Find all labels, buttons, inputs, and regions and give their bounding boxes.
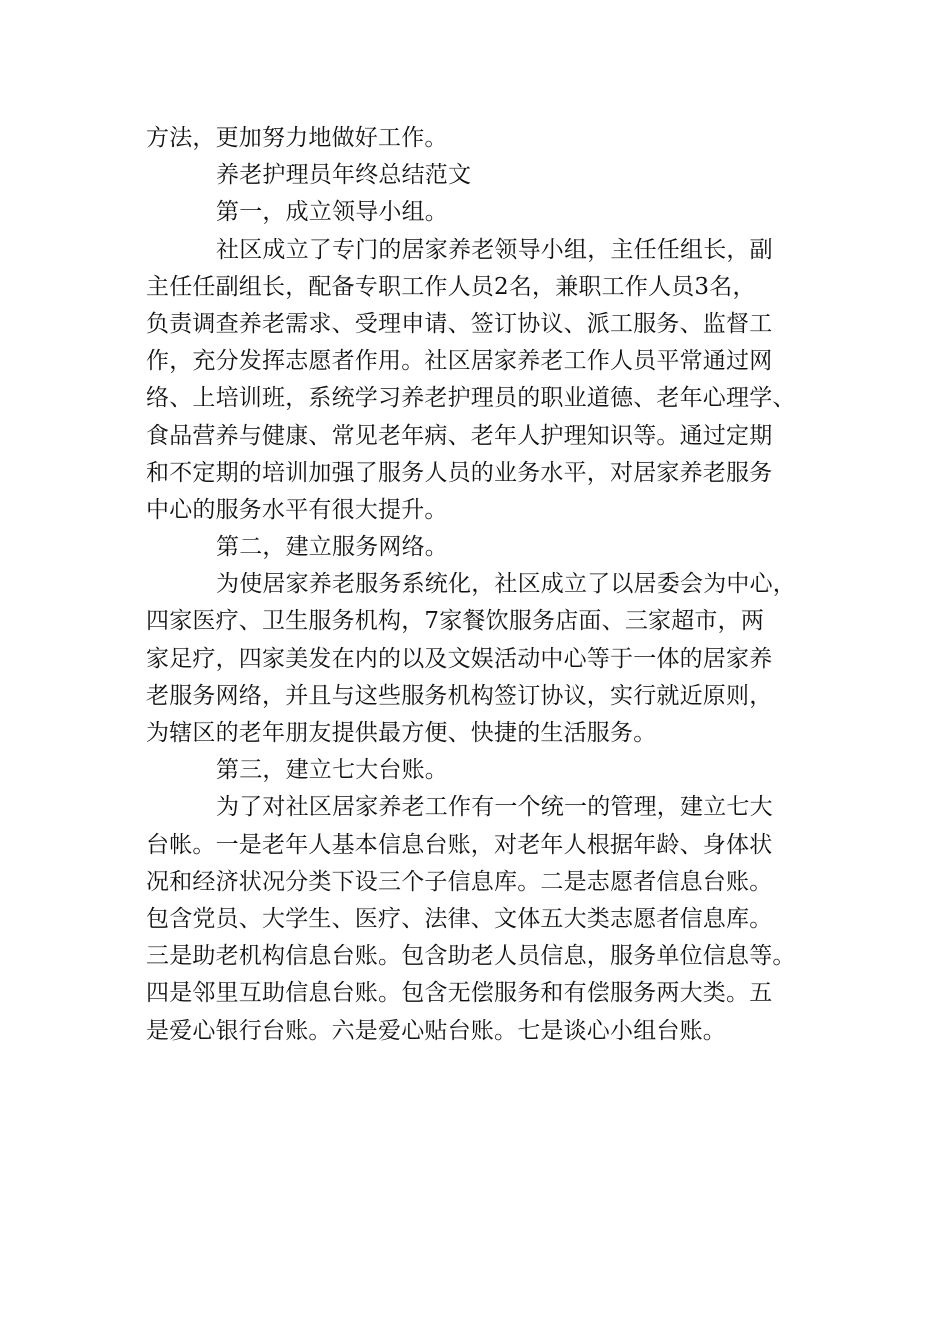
text-line: 第三，建立七大台账。	[216, 757, 448, 784]
text-line: 为辖区的老年朋友提供最方便、快捷的生活服务。	[146, 720, 657, 746]
text-line: 三是助老机构信息台账。包含助老人员信息，服务单位信息等。	[146, 943, 796, 970]
text-line: 老服务网络，并且与这些服务机构签订协议，实行就近原则，	[146, 682, 773, 709]
text-line: 社区成立了专门的居家养老领导小组，主任任组长，副	[216, 236, 773, 263]
text-line: 络、上培训班，系统学习养老护理员的职业道德、老年心理学、	[146, 385, 796, 412]
text-line: 和不定期的培训加强了服务人员的业务水平，对居家养老服务	[146, 459, 773, 486]
text-line: 况和经济状况分类下设三个子信息库。二是志愿者信息台账。	[146, 868, 773, 895]
text-line: 是爱心银行台账。六是爱心贴台账。七是谈心小组台账。	[146, 1017, 726, 1044]
text-line: 为使居家养老服务系统化，社区成立了以居委会为中心，	[216, 571, 796, 598]
text-line: 方法，更加努力地做好工作。	[146, 125, 448, 151]
text-line: 中心的服务水平有很大提升。	[146, 496, 448, 523]
text-line: 台帐。一是老年人基本信息台账，对老年人根据年龄、身体状	[146, 831, 773, 858]
text-line: 包含党员、大学生、医疗、法律、文体五大类志愿者信息库。	[146, 905, 773, 932]
text-line: 为了对社区居家养老工作有一个统一的管理，建立七大	[216, 794, 773, 821]
text-line: 食品营养与健康、常见老年病、老年人护理知识等。通过定期	[146, 422, 773, 449]
text-line: 养老护理员年终总结范文	[216, 162, 472, 189]
text-line: 第一，成立领导小组。	[216, 199, 448, 226]
text-line: 四是邻里互助信息台账。包含无偿服务和有偿服务两大类。五	[146, 980, 773, 1007]
text-line: 主任任副组长，配备专职工作人员2名，兼职工作人员3名，	[146, 273, 756, 300]
text-line: 家足疗，四家美发在内的以及文娱活动中心等于一体的居家养	[146, 645, 773, 672]
text-line: 负责调查养老需求、受理申请、签订协议、派工服务、监督工	[146, 310, 773, 337]
text-line: 第二，建立服务网络。	[216, 534, 448, 561]
document-body	[146, 120, 810, 1050]
text-line: 作，充分发挥志愿者作用。社区居家养老工作人员平常通过网	[146, 348, 773, 375]
text-line: 四家医疗、卫生服务机构，7家餐饮服务店面、三家超市，两	[146, 608, 765, 635]
